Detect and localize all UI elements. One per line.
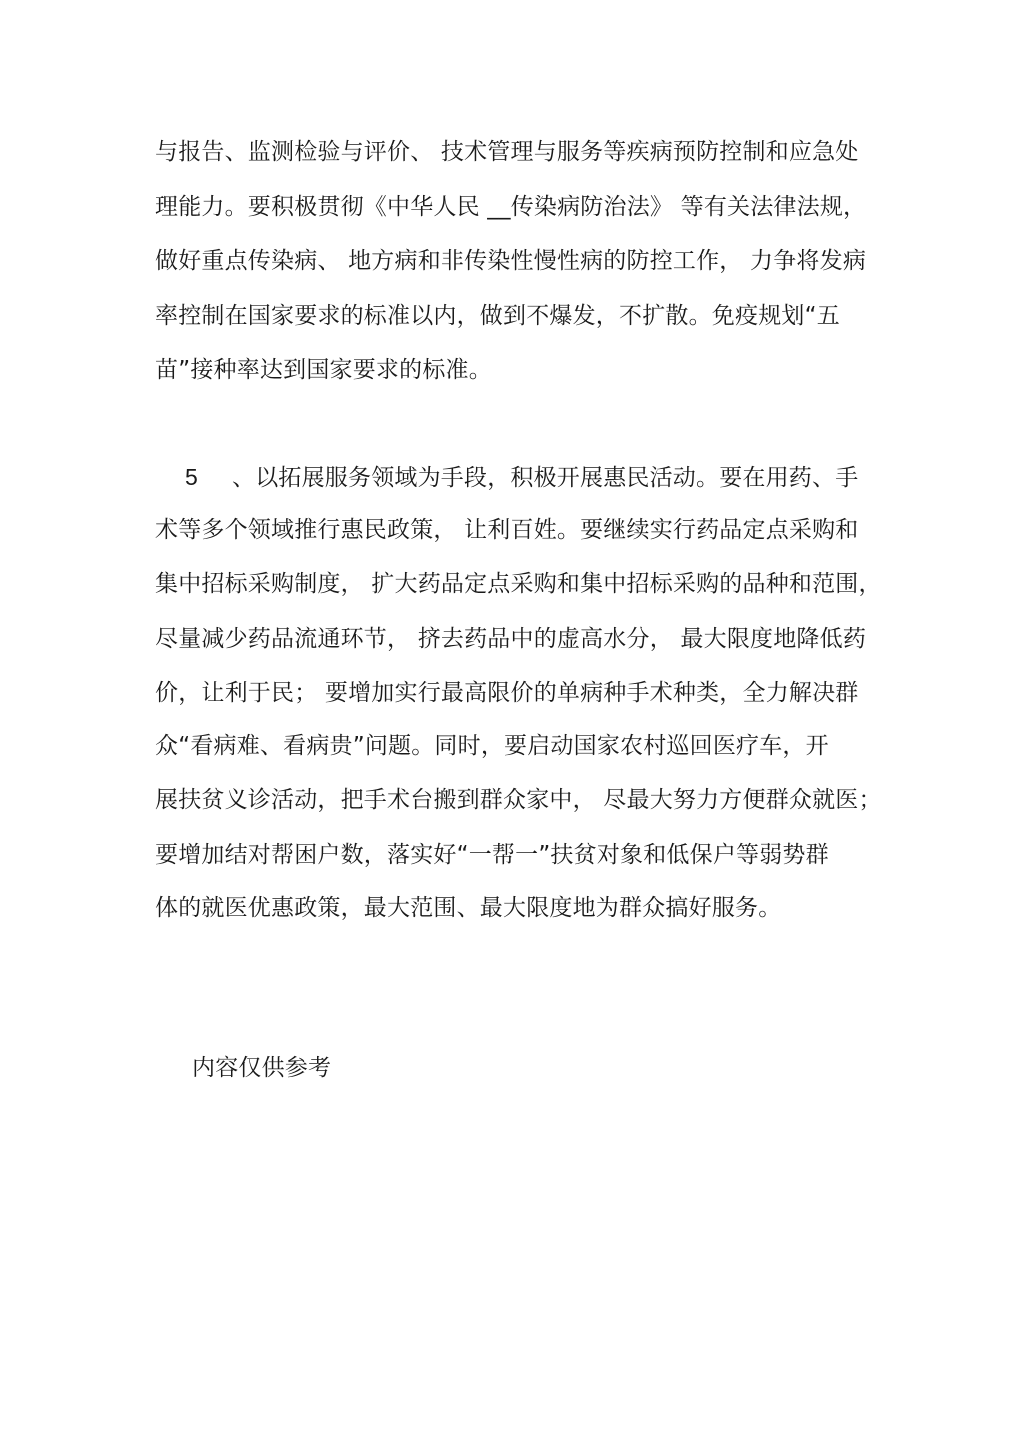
paragraph-2-line-4: 尽量减少药品流通环节， 挤去药品中的虚高水分， 最大限度地降低药 [155,626,867,652]
list-number: 5 [185,464,198,490]
paragraph-2-line-2: 术等多个领域推行惠民政策， 让利百姓。要继续实行药品定点采购和 [155,517,859,543]
paragraph-2-line-3: 集中招标采购制度， 扩大药品定点采购和集中招标采购的品种和范围， [155,571,882,597]
paragraph-2-line-7: 展扶贫义诊活动，把手术台搬到群众家中， 尽最大努力方便群众就医； [155,787,882,813]
paragraph-1-line-4: 率控制在国家要求的标准以内，做到不爆发，不扩散。免疫规划“五 [155,303,840,329]
paragraph-1-line-1: 与报告、监测检验与评价、 技术管理与服务等疾病预防控制和应急处 [155,139,859,165]
footer-note: 内容仅供参考 [192,1055,332,1081]
paragraph-2-line-5: 价，让利于民； 要增加实行最高限价的单病种手术种类，全力解决群 [155,680,859,706]
paragraph-1-line-5: 苗”接种率达到国家要求的标准。 [155,357,492,383]
paragraph-2-line-6: 众“看病难、看病贵”问题。同时，要启动国家农村巡回医疗车，开 [155,733,829,759]
paragraph-1-line-3: 做好重点传染病、 地方病和非传染性慢性病的防控工作， 力争将发病 [155,248,867,274]
paragraph-2-line-1-text: 、以拓展服务领域为手段，积极开展惠民活动。要在用药、手 [232,465,859,491]
paragraph-1-line-2: 理能力。要积极贯彻《中华人民 __传染病防治法》 等有关法律法规， [155,194,867,220]
paragraph-2-line-1 [185,462,858,493]
paragraph-2-line-9: 体的就医优惠政策，最大范围、最大限度地为群众搞好服务。 [155,895,782,921]
paragraph-2-line-8: 要增加结对帮困户数，落实好“一帮一”扶贫对象和低保户等弱势群 [155,842,829,868]
